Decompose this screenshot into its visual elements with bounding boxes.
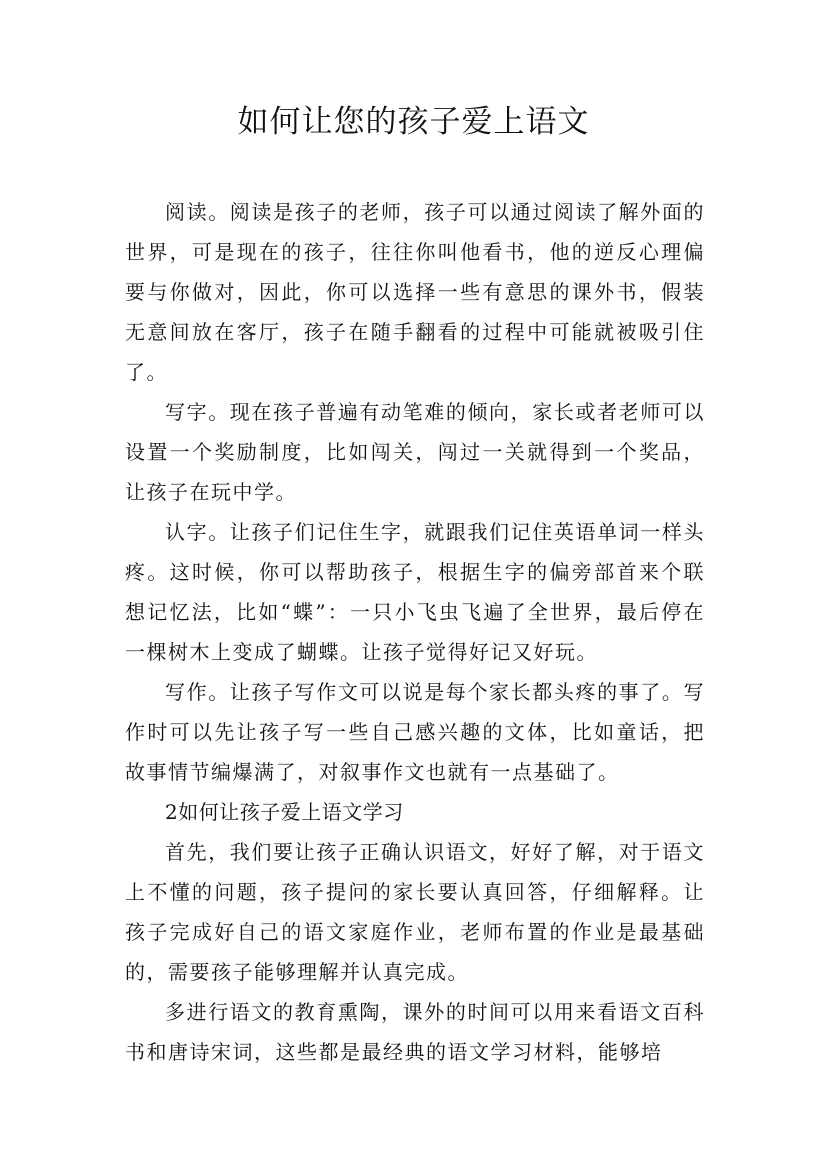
paragraph-writing-characters: 写字。现在孩子普遍有动笔难的倾向，家长或者老师可以设置一个奖励制度，比如闯关，闯过一关就得到一个奖品，让孩子在玩中学。 <box>125 400 705 504</box>
paragraph-education: 多进行语文的教育熏陶，课外的时间可以用来看语文百科书和唐诗宋词，这些都是最经典的语文学习材料，能够培 <box>125 1000 705 1064</box>
section-heading: 2如何让孩子爱上语文学习 <box>165 800 404 824</box>
document-body <box>125 192 705 1072</box>
document-title: 如何让您的孩子爱上语文 <box>237 104 590 140</box>
paragraph-recognizing-characters: 认字。让孩子们记住生字，就跟我们记住英语单词一样头疼。这时候，你可以帮助孩子，根据生字的偏旁部首来个联想记忆法，比如“蝶”：一只小飞虫飞遍了全世界，最后停在一棵树木上变成了蝴蝶。让孩子觉得好记又好玩。 <box>125 520 705 664</box>
paragraph-first: 首先，我们要让孩子正确认识语文，好好了解，对于语文上不懂的问题，孩子提问的家长要认真回答，仔细解释。让孩子完成好自己的语文家庭作业，老师布置的作业是最基础的，需要孩子能够理解并认真完成。 <box>125 840 705 984</box>
paragraph-reading: 阅读。阅读是孩子的老师，孩子可以通过阅读了解外面的世界，可是现在的孩子，往往你叫他看书，他的逆反心理偏要与你做对，因此，你可以选择一些有意思的课外书，假装无意间放在客厅，孩子在随手翻看的过程中可能就被吸引住了。 <box>125 200 705 384</box>
paragraph-composition: 写作。让孩子写作文可以说是每个家长都头疼的事了。写作时可以先让孩子写一些自己感兴趣的文体，比如童话，把故事情节编爆满了，对叙事作文也就有一点基础了。 <box>125 680 705 784</box>
